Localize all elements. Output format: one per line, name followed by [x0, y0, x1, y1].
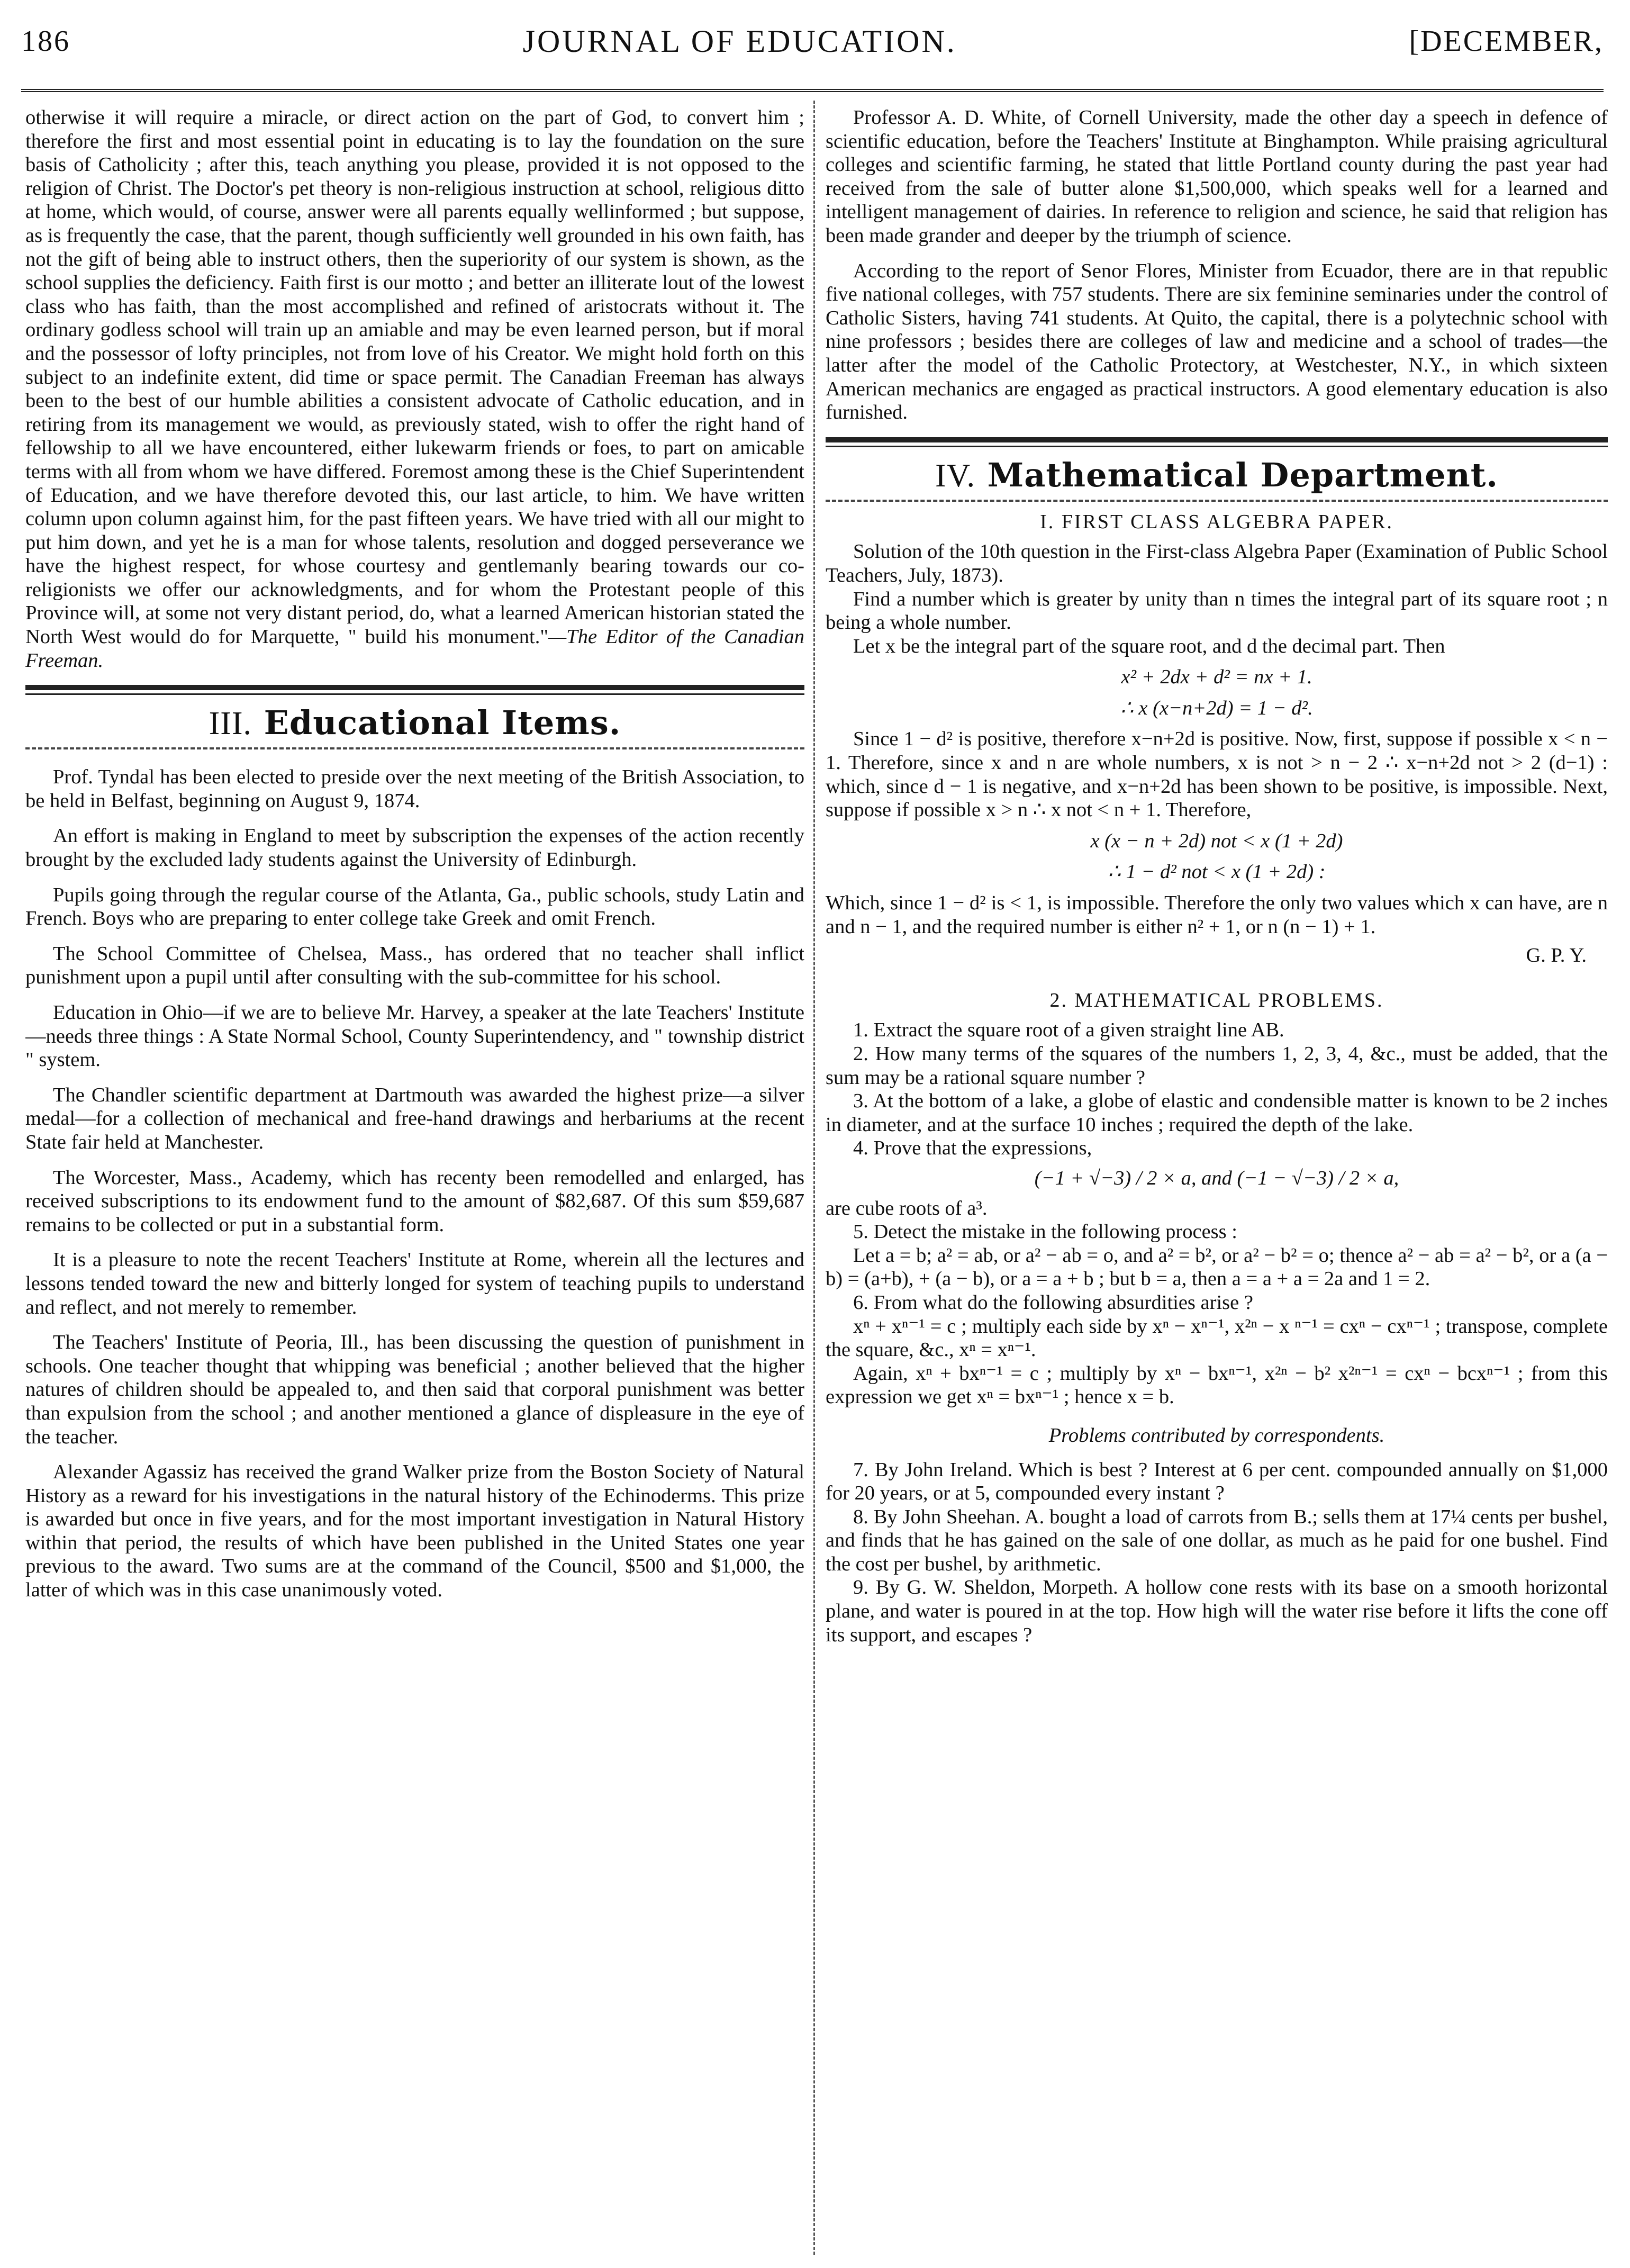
- section-title: Educational Items.: [264, 703, 621, 743]
- news-item: Education in Ohio—if we are to believe Mr. Harvey, a speaker at the late Teachers' Institute—needs three things : A State Normal School, County Superintendency, and " township district " system.: [25, 1001, 804, 1071]
- solution-signature: G. P. Y.: [1526, 944, 1587, 967]
- article-signature: —The Editor of the Canadian Freeman.: [25, 626, 804, 672]
- news-item: Prof. Tyndal has been elected to preside over the next meeting of the British Association, to be held in Belfast, beginning on August 9, 1874.: [25, 766, 804, 812]
- news-item: The Worcester, Mass., Academy, which has recenty been remodelled and enlarged, has received subscriptions to its endowment fund to the amount of $82,687. Of this sum $59,687 remains to be collected or put in a substantial form.: [25, 1166, 804, 1236]
- algebra-question: Find a number which is greater by unity than n times the integral part of its square root ; n being a whole number.: [826, 588, 1608, 634]
- column-divider: [813, 101, 815, 2255]
- article-continuation: [25, 106, 804, 672]
- problem: Let a = b; a² = ab, or a² − ab = o, and a² = b², or a² − b² = o; thence a² − ab = a² − b², or a (a − b) = (a+b), + (a − b), or a = a + b ; but b = a, then a = a + a = 2a and 1 = 2.: [826, 1244, 1608, 1290]
- section-heading-educational-items: [25, 699, 804, 747]
- subheading-math-problems: 2. MATHEMATICAL PROBLEMS.: [1049, 989, 1384, 1011]
- problem: 5. Detect the mistake in the following process :: [853, 1221, 1237, 1243]
- wavy-rule: [826, 500, 1608, 502]
- news-item: The Chandler scientific department at Dartmouth was awarded the highest prize—a silver medal—for a collection of mechanical and free-hand drawings and herbariums at the recent State fair held at Manchester.: [25, 1083, 804, 1153]
- algebra-conclusion: Which, since 1 − d² is < 1, is impossible. Therefore the only two values which x can have, are n and n − 1, and the required number is either n² + 1, or n (n − 1) + 1.: [826, 892, 1608, 938]
- equation: x (x − n + 2d) not < x (1 + 2d): [1090, 829, 1343, 852]
- news-item: The School Committee of Chelsea, Mass., has ordered that no teacher shall inflict punishment upon a pupil until after consulting with the sub-committee for his school.: [25, 942, 804, 989]
- section-rule-thin: [25, 693, 804, 695]
- problem: xⁿ + xⁿ⁻¹ = c ; multiply each side by xⁿ − xⁿ⁻¹, x²ⁿ − x ⁿ⁻¹ = cxⁿ − cxⁿ⁻¹ ; transpose, complete the square, &c., xⁿ = xⁿ⁻¹.: [826, 1315, 1608, 1361]
- section-number: III.: [209, 706, 252, 742]
- equation: x² + 2dx + d² = nx + 1.: [1121, 666, 1312, 689]
- left-column: [25, 106, 804, 2255]
- problem: 4. Prove that the expressions,: [853, 1137, 1092, 1160]
- contributed-problem: 8. By John Sheehan. A. bought a load of carrots from B.; sells them at 17¼ cents per bushel, and finds that he has gained on the sale of one dollar, as much as he paid for one bushel. Find the cost per bushel, by arithmetic.: [826, 1505, 1608, 1575]
- news-item: The Teachers' Institute of Peoria, Ill., has been discussing the question of punishment in schools. One teacher thought that whipping was beneficial ; another believed that the higher natures of children should be appealed to, and then said that corporal punishment was better than expulsion from the school ; and another mentioned a glance of displeasure in the eye of the teacher.: [25, 1331, 804, 1448]
- news-item: Professor A. D. White, of Cornell University, made the other day a speech in defence of scientific education, before the Teachers' Institute at Binghampton. While praising agricultural colleges and scientific farming, he stated that little Portland county during the past year had received from the sale of butter alone $1,500,000, which speaks well for a learned and intelligent management of dairies. In reference to religion and science, he said that religion has been made grander and deeper by the triumph of science.: [826, 106, 1608, 247]
- article-text: otherwise it will require a miracle, or direct action on the part of God, to convert him ; therefore the first and most essential point in educating is to lay the foundation on the sure basis of Catholicity ; after this, teach anything you please, provided it is not opposed to the religion of Christ. The Doctor's pet theory is non-religious instruction at school, religious ditto at home, which would, of course, answer were all parents equally wellinformed ; but suppose, as is frequently the case, that the parent, though sufficiently well grounded in his own faith, has not the gift of being able to instruct others, then the superiority of our system is shown, as the school supplies the deficiency. Faith first is our motto ; and better an illiterate lout of the lowest class who has faith, than the most accomplished and refined of aristocrats without it. The ordinary godless school will train up an amiable and may be even learned person, but if moral and the possessor of lofty principles, not from love of his Creator. We might hold forth on this subject to an indefinite extent, did time or space permit. The Canadian Freeman has always been to the best of our humble abilities a consistent advocate of Catholic education, and in retiring from its management we would, as previously stated, wish to offer the right hand of fellowship to all we have encountered, either lukewarm friends or foes, to part on amicable terms with all from whom we have differed. Foremost among these is the Chief Superintendent of Education, and we have therefore devoted this, our last article, to him. We have written column upon column against him, for the past fifteen years. We have tried with all our might to put him down, and yet he is a man for whose talents, resolution and dogged perseverance we have the highest respect, for whose courtesy and gentlemanly bearing towards our co-religionists we offer our acknowledgments, and for whom the Protestant people of this Province will, at some not very distant period, do, what a learned American historian stated the North West would do for Marquette, " build his monument.": [25, 106, 804, 648]
- subheading-algebra-paper: I. FIRST CLASS ALGEBRA PAPER.: [1040, 510, 1393, 533]
- wavy-rule: [25, 747, 804, 749]
- problem: are cube roots of a³.: [826, 1197, 988, 1219]
- right-column: [826, 106, 1608, 2255]
- equation: ∴ 1 − d² not < x (1 + 2d) :: [1108, 861, 1326, 883]
- contributed-problem: 7. By John Ireland. Which is best ? Interest at 6 per cent. compounded annually on $1,000 for 20 years, or at 5, compounded every instant ?: [826, 1458, 1608, 1505]
- news-item: Alexander Agassiz has received the grand Walker prize from the Boston Society of Natural History as a reward for his investigations in the natural history of the Echinoderms. This prize is awarded but once in five years, and for the most important investigation in Natural History within that period, the results of which have been published in the United States one year previous to the award. Two sums are at the command of the Council, $500 and $1,000, the latter of which was in this case unanimously voted.: [25, 1461, 804, 1602]
- problem: 1. Extract the square root of a given straight line AB.: [853, 1019, 1284, 1042]
- section-number: IV.: [935, 457, 975, 494]
- problem: 3. At the bottom of a lake, a globe of elastic and condensible matter is known to be 2 inches in diameter, and at the surface 10 inches ; required the depth of the lake.: [826, 1090, 1608, 1136]
- algebra-let: Let x be the integral part of the square root, and d the decimal part. Then: [853, 635, 1445, 657]
- page-header: [21, 10, 1604, 73]
- news-item: According to the report of Senor Flores, Minister from Ecuador, there are in that republic five national colleges, with 757 students. There are six feminine seminaries under the control of Catholic Sisters, having 741 students. At Quito, the capital, there is a polytechnic school with nine professors ; besides there are colleges of law and medicine and a school of trades—the latter after the model of the Catholic Protectory, at Westchester, N.Y., in which sixteen American mechanics are engaged as practical instructors. A good elementary education is also furnished.: [826, 259, 1608, 424]
- news-item: Pupils going through the regular course of the Atlanta, Ga., public schools, study Latin and French. Boys who are preparing to enter college take Greek and omit French.: [25, 883, 804, 930]
- issue-month: [DECEMBER,: [1409, 25, 1604, 58]
- section-rule: [826, 437, 1608, 442]
- news-item: It is a pleasure to note the recent Teachers' Institute at Rome, wherein all the lectures and lessons tended toward the new and bitterly longed for system of teaching pupils to understand and reflect, and not merely to remember.: [25, 1249, 804, 1318]
- section-heading-mathematical-department: [826, 451, 1608, 500]
- algebra-intro: Solution of the 10th question in the First-class Algebra Paper (Examination of Public School Teachers, July, 1873).: [826, 540, 1608, 586]
- problem: 2. How many terms of the squares of the numbers 1, 2, 3, 4, &c., must be added, that the sum may be a rational square number ?: [826, 1043, 1608, 1089]
- contributed-problem: 9. By G. W. Sheldon, Morpeth. A hollow cone rests with its base on a smooth horizontal plane, and water is poured in at the top. How high will the water rise before it lifts the cone off its support, and escapes ?: [826, 1576, 1608, 1646]
- contributed-note: Problems contributed by correspondents.: [1048, 1424, 1385, 1447]
- page-number: 186: [21, 25, 70, 58]
- section-rule: [25, 685, 804, 690]
- algebra-argument: Since 1 − d² is positive, therefore x−n+2d is positive. Now, first, suppose if possible x < n − 1. Therefore, since x and n are whole numbers, x is not > n − 2 ∴ x−n+2d not > 2 (d−1) : which, since d − 1 is negative, and x−n+2d has been shown to be positive, is impossible. Next, suppose if possible x > n ∴ x not < n + 1. Therefore,: [826, 728, 1608, 821]
- problem: 6. From what do the following absurdities arise ?: [853, 1291, 1253, 1314]
- journal-title: JOURNAL OF EDUCATION.: [522, 23, 957, 59]
- equation: ∴ x (x−n+2d) = 1 − d².: [1120, 697, 1313, 719]
- problem: Again, xⁿ + bxⁿ⁻¹ = c ; multiply by xⁿ − bxⁿ⁻¹, x²ⁿ − b² x²ⁿ⁻¹ = cxⁿ − bcxⁿ⁻¹ ; from this expression we get xⁿ = bxⁿ⁻¹ ; hence x = b.: [826, 1362, 1608, 1408]
- section-title: Mathematical Department.: [987, 455, 1498, 494]
- section-rule-thin: [826, 446, 1608, 447]
- news-item: An effort is making in England to meet by subscription the expenses of the action recently brought by the excluded lady students against the University of Edinburgh.: [25, 825, 804, 871]
- header-rule: [21, 89, 1604, 92]
- cube-root-expressions: (−1 + √−3) / 2 × a, and (−1 − √−3) / 2 × a,: [1034, 1167, 1399, 1189]
